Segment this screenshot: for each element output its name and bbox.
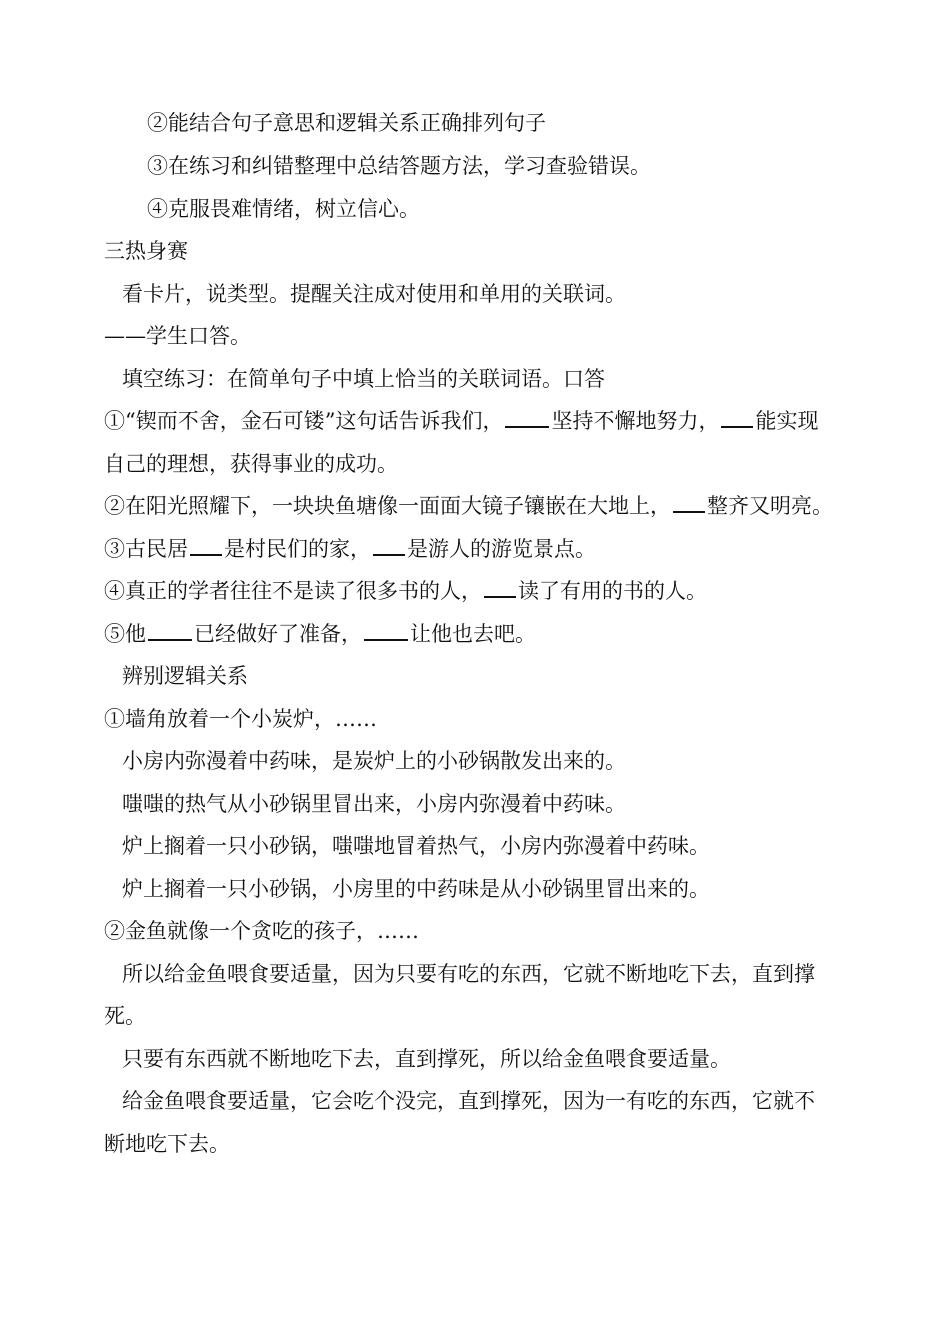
student-answer: ——学生口答。 bbox=[104, 324, 251, 348]
logic-option: 炉上搁着一只小砂锅，嗤嗤地冒着热气，小房内弥漫着中药味。 bbox=[122, 834, 710, 858]
logic-prompt-2: ②金鱼就像一个贪吃的孩子，…… bbox=[104, 919, 419, 943]
text-segment: ③古民居 bbox=[104, 537, 188, 561]
answer-blank bbox=[484, 576, 516, 598]
fill-item-3 bbox=[104, 534, 596, 564]
text-segment: ④真正的学者往往不是读了很多书的人， bbox=[104, 579, 482, 603]
logic-option: 给金鱼喂食要适量，它会吃个没完，直到撑死，因为一有吃的东西，它就不 bbox=[122, 1089, 815, 1113]
card-instruction: 看卡片，说类型。提醒关注成对使用和单用的关联词。 bbox=[122, 282, 626, 306]
text-segment: ②在阳光照耀下，一块块鱼塘像一面面大镜子镶嵌在大地上， bbox=[104, 494, 671, 518]
logic-title: 辨别逻辑关系 bbox=[122, 664, 248, 688]
text-segment: 能实现 bbox=[755, 409, 819, 433]
text-segment: 是村民们的家， bbox=[224, 537, 371, 561]
fill-item-4 bbox=[104, 576, 707, 606]
text-segment: ①“锲而不舍，金石可镂”这句话告诉我们， bbox=[104, 409, 504, 433]
text-segment: 读了有用的书的人。 bbox=[518, 579, 707, 603]
logic-prompt-1: ①墙角放着一个小炭炉，…… bbox=[104, 707, 377, 731]
text-segment: 是游人的游览景点。 bbox=[407, 537, 596, 561]
fill-item-1-cont: 自己的理想，获得事业的成功。 bbox=[104, 452, 398, 476]
answer-blank bbox=[673, 491, 705, 513]
logic-option: 炉上搁着一只小砂锅，小房里的中药味是从小砂锅里冒出来的。 bbox=[122, 877, 710, 901]
logic-option: 嗤嗤的热气从小砂锅里冒出来，小房内弥漫着中药味。 bbox=[122, 792, 626, 816]
answer-blank bbox=[505, 406, 549, 428]
logic-option-cont: 死。 bbox=[104, 1004, 146, 1028]
logic-option-cont: 断地吃下去。 bbox=[104, 1132, 230, 1156]
logic-option: 所以给金鱼喂食要适量，因为只要有吃的东西，它就不断地吃下去，直到撑 bbox=[122, 962, 815, 986]
text-segment: 已经做好了准备， bbox=[194, 622, 362, 646]
fill-item-2 bbox=[104, 491, 833, 521]
goal-item: ④克服畏难情绪，树立信心。 bbox=[147, 197, 420, 221]
answer-blank bbox=[373, 534, 405, 556]
answer-blank bbox=[364, 619, 408, 641]
text-segment: ⑤他 bbox=[104, 622, 146, 646]
text-segment: 让他也去吧。 bbox=[410, 622, 536, 646]
answer-blank bbox=[721, 406, 753, 428]
logic-option: 小房内弥漫着中药味，是炭炉上的小砂锅散发出来的。 bbox=[122, 749, 626, 773]
fill-item-5 bbox=[104, 619, 536, 649]
goal-item: ③在练习和纠错整理中总结答题方法，学习查验错误。 bbox=[147, 154, 651, 178]
goal-item: ②能结合句子意思和逻辑关系正确排列句子 bbox=[147, 111, 546, 135]
section-title: 三热身赛 bbox=[104, 239, 188, 263]
text-segment: 整齐又明亮。 bbox=[707, 494, 833, 518]
answer-blank bbox=[148, 619, 192, 641]
answer-blank bbox=[190, 534, 222, 556]
fill-item-1 bbox=[104, 406, 818, 436]
text-segment: 坚持不懈地努力， bbox=[551, 409, 720, 433]
fill-instruction: 填空练习：在简单句子中填上恰当的关联词语。口答 bbox=[122, 367, 605, 391]
logic-option: 只要有东西就不断地吃下去，直到撑死，所以给金鱼喂食要适量。 bbox=[122, 1047, 731, 1071]
